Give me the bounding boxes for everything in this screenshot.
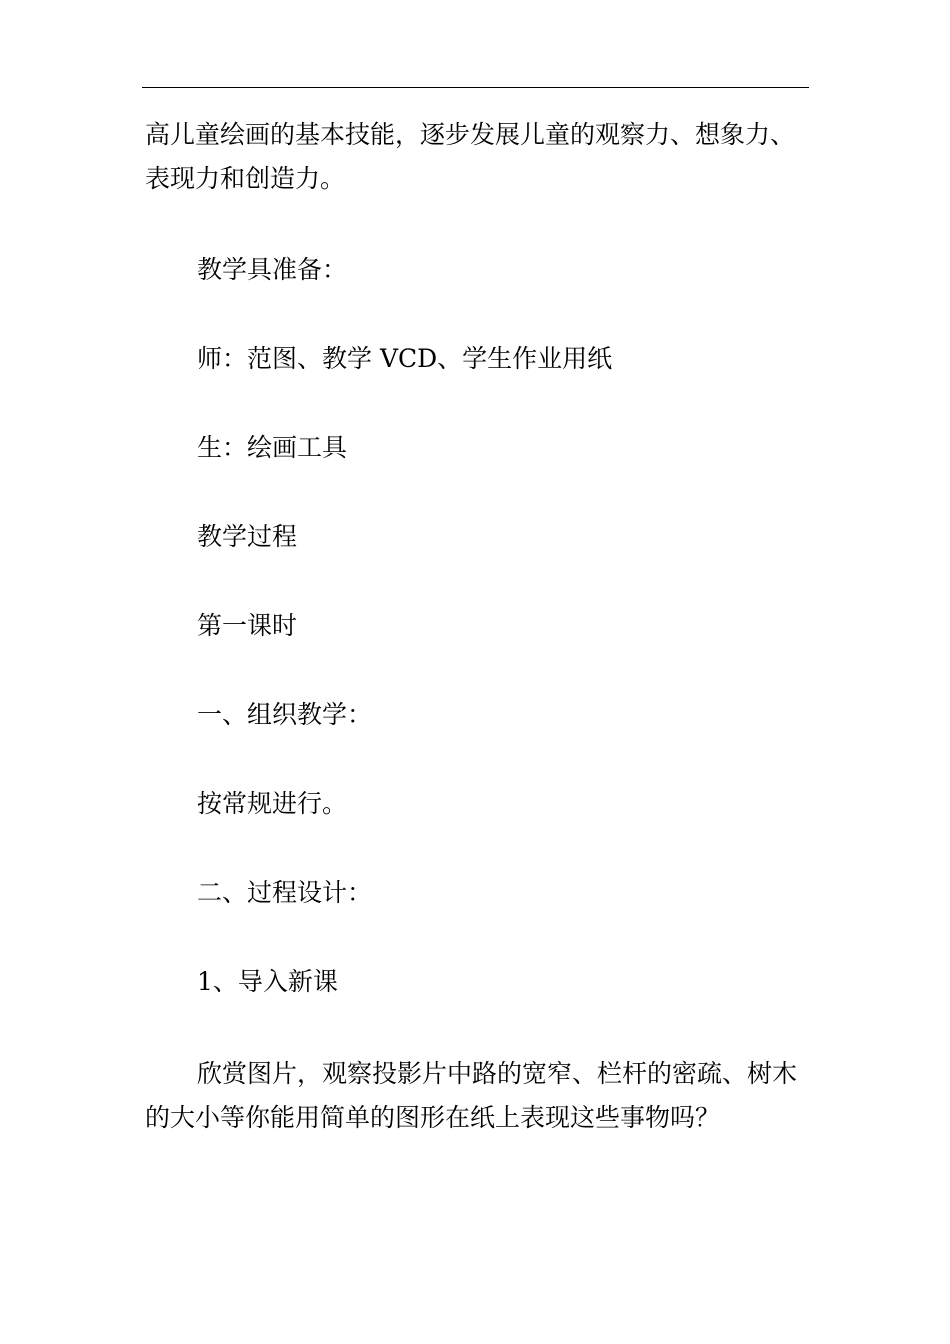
paragraph-process-heading: 教学过程	[197, 522, 298, 551]
paragraph-line: 的大小等你能用简单的图形在纸上表现这些事物吗？	[145, 1103, 721, 1132]
paragraph-section-two: 二、过程设计：	[197, 878, 373, 907]
paragraph-appreciation	[145, 1052, 810, 1140]
paragraph-intro-new-lesson: 1、导入新课	[197, 967, 338, 996]
header-rule	[142, 87, 809, 88]
paragraph-line: 高儿童绘画的基本技能，逐步发展儿童的观察力、想象力、	[145, 120, 796, 149]
paragraph-continuation	[145, 113, 810, 201]
paragraph-first-lesson: 第一课时	[197, 611, 298, 640]
paragraph-materials-heading: 教学具准备：	[197, 255, 348, 284]
paragraph-line: 欣赏图片，观察投影片中路的宽窄、栏杆的密疏、树木	[197, 1059, 798, 1088]
paragraph-teacher-materials: 师：范图、教学 VCD、学生作业用纸	[197, 344, 613, 373]
paragraph-student-materials: 生：绘画工具	[197, 433, 348, 462]
paragraph-section-one: 一、组织教学：	[197, 700, 373, 729]
paragraph-routine: 按常规进行。	[197, 789, 348, 818]
paragraph-line: 表现力和创造力。	[145, 164, 346, 193]
